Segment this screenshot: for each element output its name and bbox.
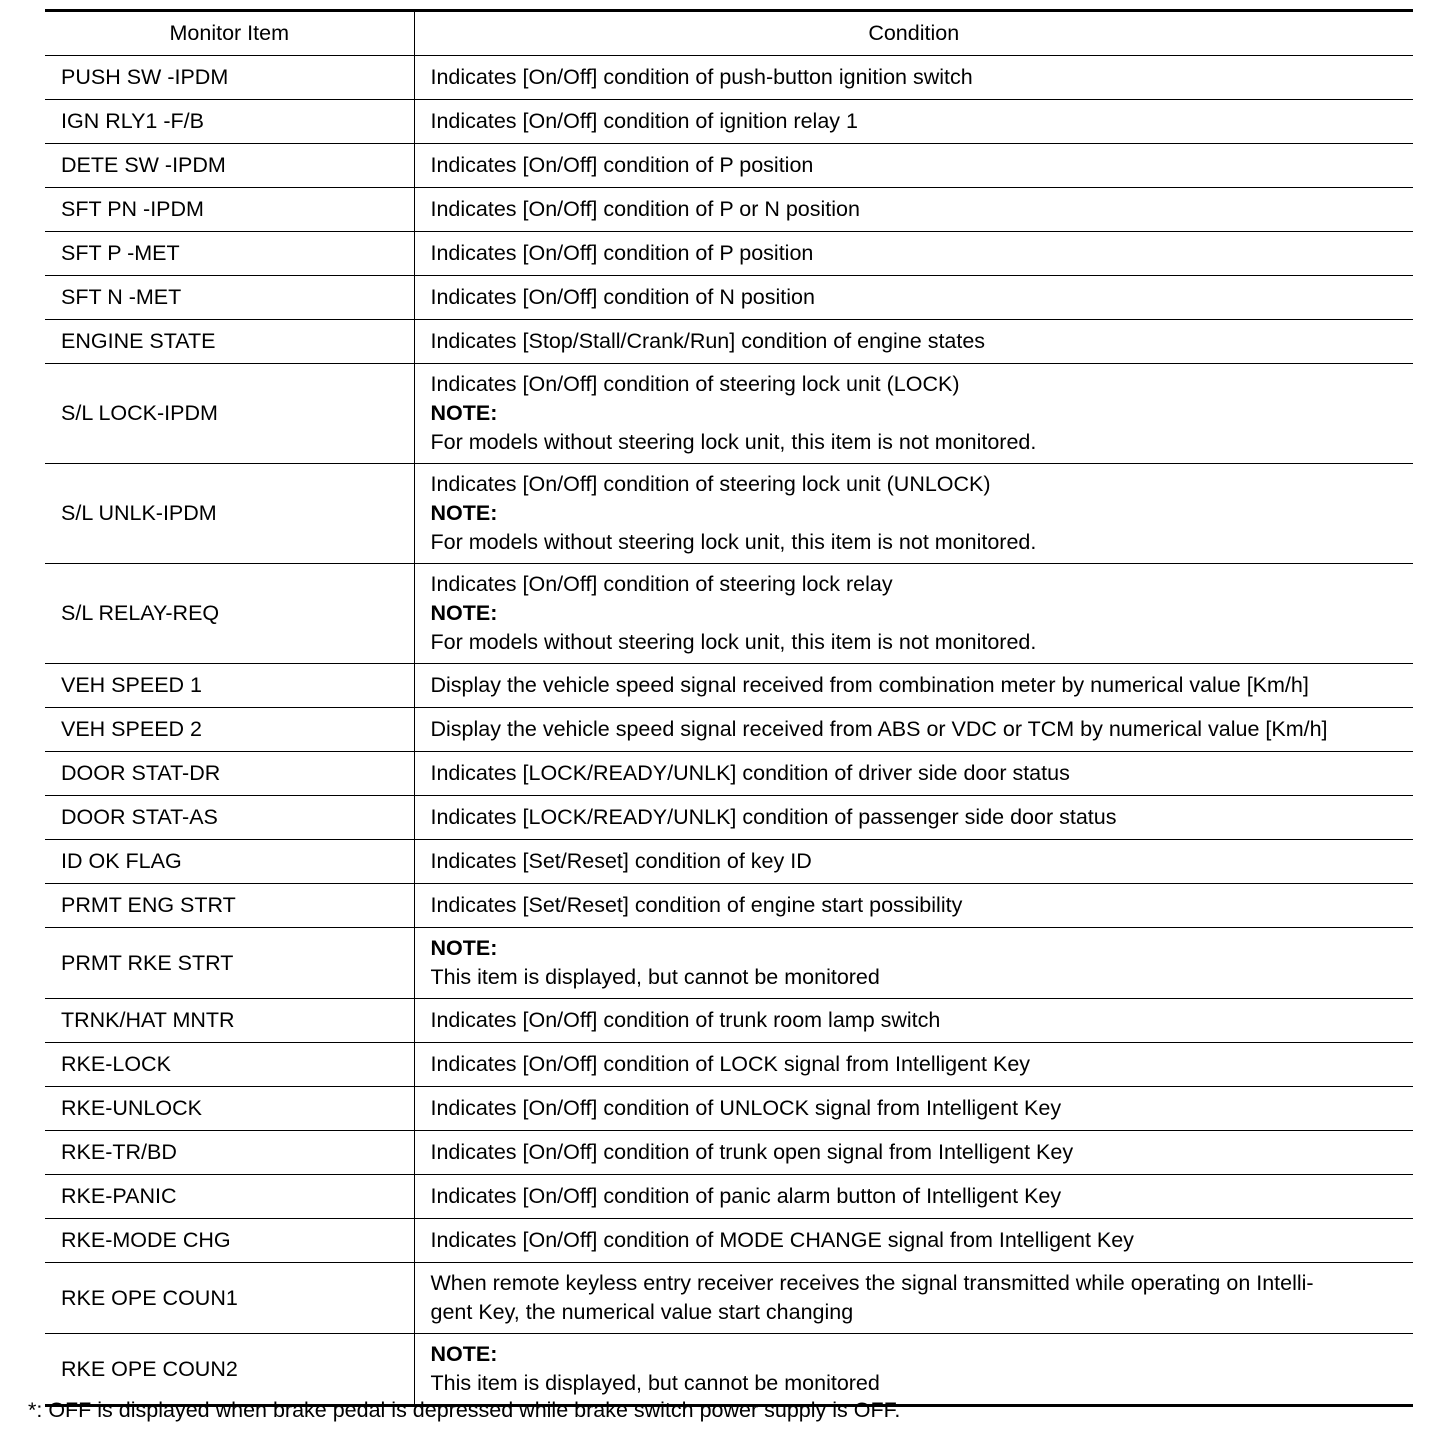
- monitor-item-cell: DOOR STAT-DR: [45, 752, 414, 796]
- table-row: [45, 188, 1413, 232]
- condition-cell: [414, 1219, 1413, 1263]
- condition-text: When remote keyless entry receiver receives the signal transmitted while operating on Intelli-: [430, 1271, 1314, 1295]
- footnote: *: OFF is displayed when brake pedal is depressed while brake switch power supply is OFF.: [28, 1398, 901, 1422]
- condition-text: Display the vehicle speed signal received from combination meter by numerical value [Km/h]: [430, 673, 1309, 697]
- condition-text: gent Key, the numerical value start changing: [430, 1300, 854, 1324]
- condition-cell: [414, 276, 1413, 320]
- condition-cell: [414, 232, 1413, 276]
- monitor-item-cell: SFT N -MET: [45, 276, 414, 320]
- condition-cell: [414, 1131, 1413, 1175]
- condition-cell: [414, 1043, 1413, 1087]
- monitor-item-cell: RKE-LOCK: [45, 1043, 414, 1087]
- table-row: [45, 464, 1413, 564]
- monitor-item-cell: S/L LOCK-IPDM: [45, 364, 414, 464]
- note-text: This item is displayed, but cannot be monitored: [430, 965, 880, 989]
- note-label: NOTE:: [430, 401, 498, 425]
- table-row: [45, 708, 1413, 752]
- condition-text: Indicates [On/Off] condition of panic alarm button of Intelligent Key: [430, 1184, 1062, 1208]
- condition-cell: [414, 796, 1413, 840]
- monitor-item-cell: PRMT ENG STRT: [45, 884, 414, 928]
- table-row: [45, 56, 1413, 100]
- condition-cell: [414, 1087, 1413, 1131]
- condition-text: Indicates [On/Off] condition of MODE CHANGE signal from Intelligent Key: [430, 1228, 1134, 1252]
- note-text: For models without steering lock unit, this item is not monitored.: [430, 430, 1037, 454]
- monitor-item-cell: SFT PN -IPDM: [45, 188, 414, 232]
- condition-cell: [414, 752, 1413, 796]
- table-row: [45, 1263, 1413, 1334]
- condition-text: Indicates [On/Off] condition of trunk room lamp switch: [430, 1008, 941, 1032]
- monitor-item-cell: TRNK/HAT MNTR: [45, 999, 414, 1043]
- note-label: NOTE:: [430, 501, 498, 525]
- monitor-item-cell: RKE-TR/BD: [45, 1131, 414, 1175]
- table-row: [45, 1131, 1413, 1175]
- condition-cell: [414, 884, 1413, 928]
- condition-cell: [414, 464, 1413, 564]
- monitor-item-cell: S/L UNLK-IPDM: [45, 464, 414, 564]
- condition-text: Indicates [On/Off] condition of push-button ignition switch: [430, 65, 973, 89]
- condition-text: Display the vehicle speed signal received from ABS or VDC or TCM by numerical value [Km/h]: [430, 717, 1328, 741]
- condition-cell: [414, 188, 1413, 232]
- monitor-item-cell: PRMT RKE STRT: [45, 928, 414, 999]
- header-condition: Condition: [414, 11, 1413, 56]
- condition-text: Indicates [On/Off] condition of steering lock relay: [430, 572, 893, 596]
- condition-cell: [414, 840, 1413, 884]
- table-row: [45, 1334, 1413, 1406]
- table-row: [45, 1175, 1413, 1219]
- note-text: For models without steering lock unit, this item is not monitored.: [430, 530, 1037, 554]
- condition-text: Indicates [On/Off] condition of UNLOCK signal from Intelligent Key: [430, 1096, 1062, 1120]
- condition-text: Indicates [On/Off] condition of LOCK signal from Intelligent Key: [430, 1052, 1031, 1076]
- monitor-item-cell: VEH SPEED 2: [45, 708, 414, 752]
- condition-text: Indicates [On/Off] condition of steering lock unit (LOCK): [430, 372, 960, 396]
- monitor-item-cell: DOOR STAT-AS: [45, 796, 414, 840]
- condition-cell: [414, 1263, 1413, 1334]
- condition-cell: [414, 1334, 1413, 1406]
- monitor-item-cell: DETE SW -IPDM: [45, 144, 414, 188]
- monitor-item-cell: RKE-PANIC: [45, 1175, 414, 1219]
- condition-cell: [414, 364, 1413, 464]
- table-row: [45, 564, 1413, 664]
- condition-text: Indicates [On/Off] condition of P position: [430, 241, 814, 265]
- table-row: [45, 752, 1413, 796]
- condition-cell: [414, 708, 1413, 752]
- condition-text: Indicates [On/Off] condition of N position: [430, 285, 815, 309]
- condition-text: Indicates [On/Off] condition of P or N position: [430, 197, 860, 221]
- condition-text: Indicates [Stop/Stall/Crank/Run] condition of engine states: [430, 329, 986, 353]
- table-row: [45, 1087, 1413, 1131]
- note-text: This item is displayed, but cannot be monitored: [430, 1371, 880, 1395]
- condition-text: Indicates [Set/Reset] condition of engine start possibility: [430, 893, 963, 917]
- condition-cell: [414, 320, 1413, 364]
- table-row: [45, 144, 1413, 188]
- table-row: [45, 232, 1413, 276]
- condition-text: Indicates [On/Off] condition of trunk open signal from Intelligent Key: [430, 1140, 1074, 1164]
- condition-cell: [414, 56, 1413, 100]
- monitor-item-cell: S/L RELAY-REQ: [45, 564, 414, 664]
- note-text: For models without steering lock unit, this item is not monitored.: [430, 630, 1037, 654]
- condition-cell: [414, 999, 1413, 1043]
- table-row: [45, 928, 1413, 999]
- condition-cell: [414, 564, 1413, 664]
- table-row: [45, 1043, 1413, 1087]
- monitor-item-cell: RKE OPE COUN1: [45, 1263, 414, 1334]
- monitor-item-cell: VEH SPEED 1: [45, 664, 414, 708]
- table-row: [45, 1219, 1413, 1263]
- table-row: [45, 840, 1413, 884]
- condition-text: Indicates [LOCK/READY/UNLK] condition of driver side door status: [430, 761, 1070, 785]
- table-row: [45, 664, 1413, 708]
- monitor-item-cell: SFT P -MET: [45, 232, 414, 276]
- table-row: [45, 100, 1413, 144]
- table-row: [45, 884, 1413, 928]
- condition-text: Indicates [Set/Reset] condition of key ID: [430, 849, 812, 873]
- table-row: [45, 999, 1413, 1043]
- note-label: NOTE:: [430, 936, 498, 960]
- condition-text: Indicates [On/Off] condition of ignition relay 1: [430, 109, 858, 133]
- note-label: NOTE:: [430, 1342, 498, 1366]
- table-row: [45, 320, 1413, 364]
- condition-cell: [414, 100, 1413, 144]
- condition-cell: [414, 144, 1413, 188]
- table-row: [45, 364, 1413, 464]
- note-label: NOTE:: [430, 601, 498, 625]
- monitor-item-cell: ID OK FLAG: [45, 840, 414, 884]
- monitor-item-cell: RKE OPE COUN2: [45, 1334, 414, 1406]
- monitor-item-cell: RKE-MODE CHG: [45, 1219, 414, 1263]
- table-row: [45, 796, 1413, 840]
- monitor-item-cell: IGN RLY1 -F/B: [45, 100, 414, 144]
- condition-cell: [414, 928, 1413, 999]
- monitor-item-cell: PUSH SW -IPDM: [45, 56, 414, 100]
- condition-text: Indicates [On/Off] condition of P position: [430, 153, 814, 177]
- condition-text: Indicates [LOCK/READY/UNLK] condition of passenger side door status: [430, 805, 1117, 829]
- table-body: [45, 56, 1413, 1406]
- condition-cell: [414, 1175, 1413, 1219]
- monitor-item-cell: RKE-UNLOCK: [45, 1087, 414, 1131]
- monitor-item-table: [45, 9, 1413, 1407]
- table-header-row: [45, 11, 1413, 56]
- table-row: [45, 276, 1413, 320]
- condition-cell: [414, 664, 1413, 708]
- condition-text: Indicates [On/Off] condition of steering lock unit (UNLOCK): [430, 472, 991, 496]
- header-monitor-item: Monitor Item: [45, 11, 414, 56]
- monitor-item-cell: ENGINE STATE: [45, 320, 414, 364]
